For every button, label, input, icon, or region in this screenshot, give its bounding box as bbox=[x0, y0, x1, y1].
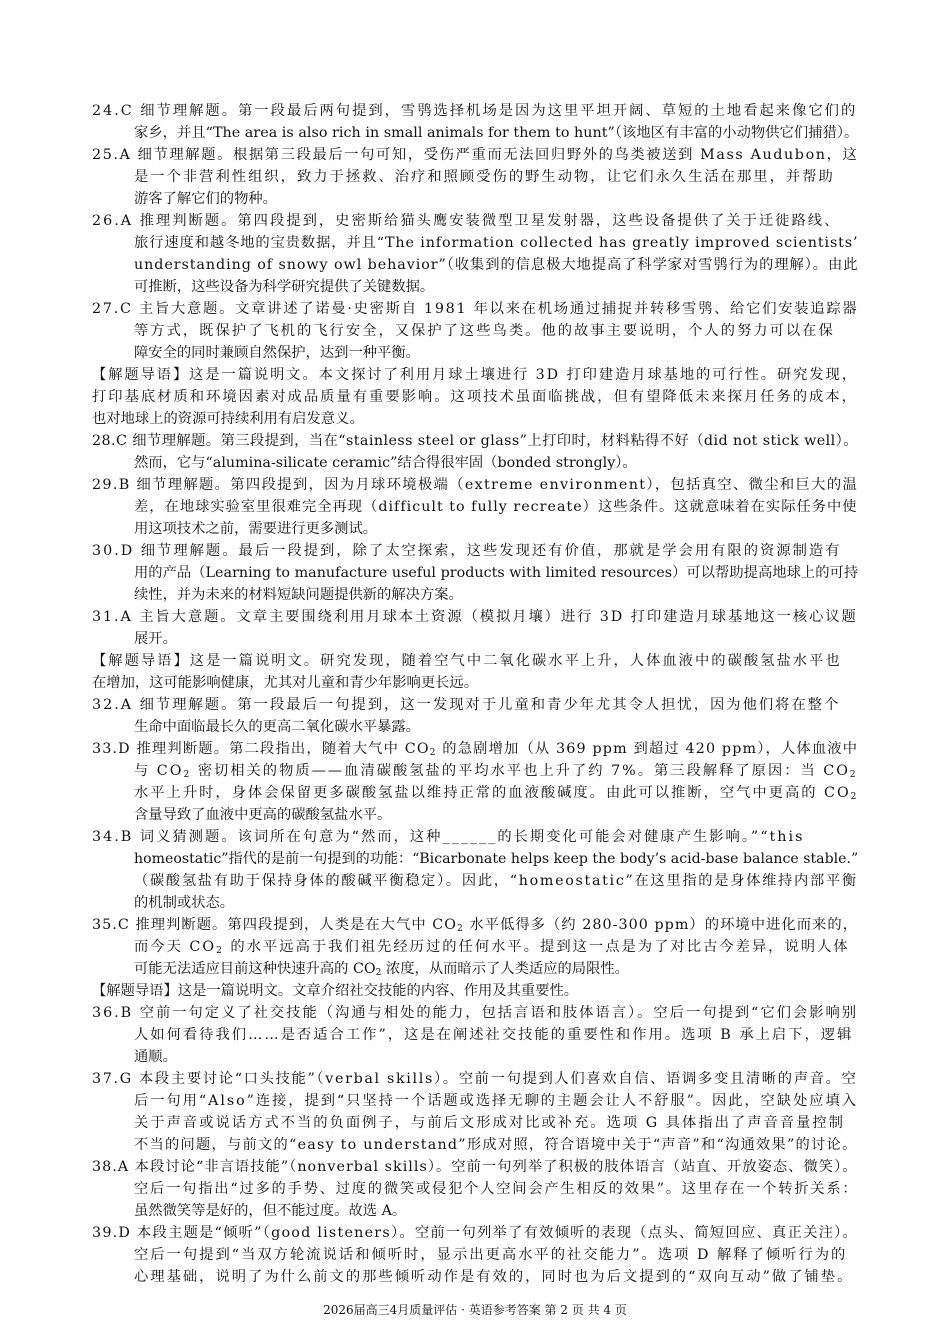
text-line: 31.A 主旨大意题。文章主要围绕利用月球本土资源（模拟月壤）进行 3D 打印建造月球基地这一核心议题 bbox=[92, 609, 858, 625]
text-line: 游客了解它们的物种。 bbox=[134, 191, 277, 207]
text-line: 等方式，既保护了飞机的飞行安全，又保护了这些鸟类。他的故事主要说明，个人的努力可以在保 bbox=[134, 323, 835, 339]
text-line: 障安全的同时兼顾自然保护，达到一种平衡。 bbox=[134, 345, 420, 361]
text-line: 用这项技术之前，需要进行更多测试。 bbox=[134, 521, 378, 537]
text-line: 含量导致了血液中更高的碳酸氢盐水平。 bbox=[134, 807, 392, 823]
text-line: 27.C 主旨大意题。文章讲述了诺曼·史密斯自 1981 年以来在机场通过捕捉并转移雪鸮、给它们安装追踪器 bbox=[92, 301, 859, 317]
text-line: 而今天 $CO_2$ 的水平远高于我们祖先经历过的任何水平。提到这一点是为了对比古今差异，说明人体 bbox=[134, 939, 850, 956]
text-line: 旅行速度和越冬地的宝贵数据，并且“The information collected has greatly improved scientists’ bbox=[134, 235, 859, 251]
text-line: homeostatic”指代的是前一句提到的功能：“Bicarbonate helps keep the body’s acid-base balance stable.” bbox=[134, 851, 859, 867]
text-line: 的机制或状态。 bbox=[134, 895, 235, 911]
text-line: 24.C 细节理解题。第一段最后两句提到，雪鸮选择机场是因为这里平坦开阔、草短的土地看起来像它们的 bbox=[92, 103, 858, 119]
text-line: 人如何看待我们……是否适合工作”，这是在阐述社交技能的重要性和作用。选项 B 承上启下，逻辑 bbox=[134, 1027, 854, 1043]
text-line: （碳酸氢盐有助于保持身体的酸碱平衡稳定）。因此，“homeostatic”在这里指的是身体维持内部平衡 bbox=[134, 873, 858, 889]
text-line: 不当的问题，与前文的“easy to understand”形成对照，符合语境中关于“声音”和“沟通效果”的讨论。 bbox=[134, 1137, 858, 1153]
text-line: 25.A 细节理解题。根据第三段最后一句可知，受伤严重而无法回归野外的鸟类被送到 Mass Audubon，这 bbox=[92, 147, 859, 163]
text-line: 【解题导语】这是一篇说明文。文章介绍社交技能的内容、作用及其重要性。 bbox=[92, 983, 579, 999]
text-line: 用的产品（Learning to manufacture useful products with limited resources）可以帮助提高地球上的可持 bbox=[134, 565, 859, 581]
text-line: 34.B 词义猜测题。该词所在句意为“然而，这种______的长期变化可能会对健康产生影响。”“this bbox=[92, 829, 805, 845]
text-line: 空后一句提到“当双方轮流说话和倾听时，显示出更高水平的社交能力”。选项 D 解释了倾听行为的 bbox=[134, 1247, 848, 1263]
text-line: 39.D 本段主题是“倾听”（good listeners）。空前一句列举了有效倾听的表现（点头、简短回应、真正关注）。 bbox=[92, 1225, 859, 1241]
text-line: 【解题导语】这是一篇说明文。本文探讨了利用月球土壤进行 3D 打印建造月球基地的可行性。研究发现， bbox=[92, 367, 858, 383]
text-line: 虽然微笑等是好的，但不能过度。故选 A。 bbox=[134, 1203, 407, 1219]
text-line: 30.D 细节理解题。最后一段提到，除了太空探索，这些发现还有价值，那就是学会用有限的资源制造有 bbox=[92, 543, 842, 559]
text-line: 可能无法适应目前这种快速升高的 $CO_2$ 浓度，从而暗示了人类适应的局限性。 bbox=[134, 961, 629, 978]
text-line: 与 $CO_2$ 密切相关的物质——血清碳酸氢盐的平均水平也上升了约 7%。第三段解释了原因：当 $CO_2$ bbox=[134, 763, 858, 780]
text-line: 打印基底材质和环境因素对成品质量有重要影响。这项技术虽面临挑战，但有望降低未来探月任务的成本， bbox=[92, 389, 858, 405]
text-line: 32.A 细节理解题。第一段最后一句提到，这一发现对于儿童和青少年尤其令人担忧，因为他们将在整个 bbox=[92, 697, 841, 713]
text-line: 展开。 bbox=[134, 631, 177, 647]
text-line: 关于声音或说话方式不当的负面例子，与前后文形成对比或补充。选项 G 具体指出了声音音量控制 bbox=[134, 1115, 845, 1131]
text-line: 在增加，这可能影响健康，尤其对儿童和青少年影响更长远。 bbox=[92, 675, 479, 691]
text-line: 续性，并为未来的材料短缺问题提供新的解决方案。 bbox=[134, 587, 463, 603]
text-line: 37.G 本段主要讨论“口头技能”（verbal skills）。空前一句提到人们喜欢自信、语调多变且清晰的声音。空 bbox=[92, 1071, 858, 1087]
page-footer: 2026届高三4月质量评估 · 英语参考答案 第 2 页 共 4 页 bbox=[323, 1303, 627, 1317]
text-line: 35.C 推理判断题。第四段提到，人类是在大气中 $CO_2$ 水平低得多（约 280-300 ppm）的环境中进化而来的， bbox=[92, 917, 859, 934]
text-line: 是一个非营利性组织，致力于拯救、治疗和照顾受伤的野生动物，让它们永久生活在那里，并帮助 bbox=[134, 169, 835, 185]
text-line: 38.A 本段讨论“非言语技能”（nonverbal skills）。空前一句列举了积极的肢体语言（站直、开放姿态、微笑）。 bbox=[92, 1159, 858, 1175]
text-line: 33.D 推理判断题。第二段指出，随着大气中 $CO_2$ 的急剧增加（从 369 ppm 到超过 420 ppm），人体血液中 bbox=[92, 741, 859, 758]
text-line: 28.C 细节理解题。第三段提到，当在“stainless steel or glass”上打印时，材料粘得不好（did not stick well）。 bbox=[92, 433, 858, 449]
text-line: 29.B 细节理解题。第四段提到，因为月球环境极端（extreme environment），包括真空、微尘和巨大的温 bbox=[92, 477, 859, 493]
text-line: 后一句用“Also”连接，提到“只坚持一个话题或选择无聊的主题会让人不舒服”。因此，空缺处应填入 bbox=[134, 1093, 858, 1109]
text-line: 36.B 空前一句定义了社交技能（沟通与相处的能力，包括言语和肢体语言）。空后一句提到“它们会影响别 bbox=[92, 1005, 859, 1021]
text-line: 然而，它与“alumina-silicate ceramic”结合得很牢固（bonded strongly）。 bbox=[134, 455, 637, 471]
text-line: 差，在地球实验室里很难完全再现（difficult to fully recreate）这些条件。这就意味着在实际任务中使 bbox=[134, 499, 858, 515]
text-line: 心理基础，说明了为什么前文的那些倾听动作是有效的，同时也为后文提到的“双向互动”做了铺垫。 bbox=[134, 1269, 854, 1285]
text-line: 也对地球上的资源可持续利用有启发意义。 bbox=[92, 411, 364, 427]
text-line: 水平上升时，身体会保留更多碳酸氢盐以维持正常的血液酸碱度。由此可以推断，空气中更高的 $CO_2$ bbox=[134, 785, 859, 802]
text-line: 家乡，并且“The area is also rich in small animals for them to hunt”（该地区有丰富的小动物供它们捕猎）。 bbox=[134, 125, 859, 141]
text-line: 生命中面临最长久的更高二氧化碳水平暴露。 bbox=[134, 719, 420, 735]
text-line: 通顺。 bbox=[134, 1049, 177, 1065]
text-line: 可推断，这些设备为科学研究提供了关键数据。 bbox=[134, 279, 435, 295]
text-line: 【解题导语】这是一篇说明文。研究发现，随着空气中二氧化碳水平上升，人体血液中的碳酸氢盐水平也 bbox=[92, 653, 842, 669]
text-line: 26.A 推理判断题。第四段提到，史密斯给猫头鹰安装微型卫星发射器，这些设备提供了关于迁徙路线、 bbox=[92, 213, 841, 229]
text-line: 空后一句指出“过多的手势、过度的微笑或侵犯个人空间会产生相反的效果”。这里存在一个转折关系： bbox=[134, 1181, 859, 1197]
text-line: understanding of snowy owl behavior”（收集到的信息极大地提高了科学家对雪鸮行为的理解）。由此 bbox=[134, 257, 859, 273]
